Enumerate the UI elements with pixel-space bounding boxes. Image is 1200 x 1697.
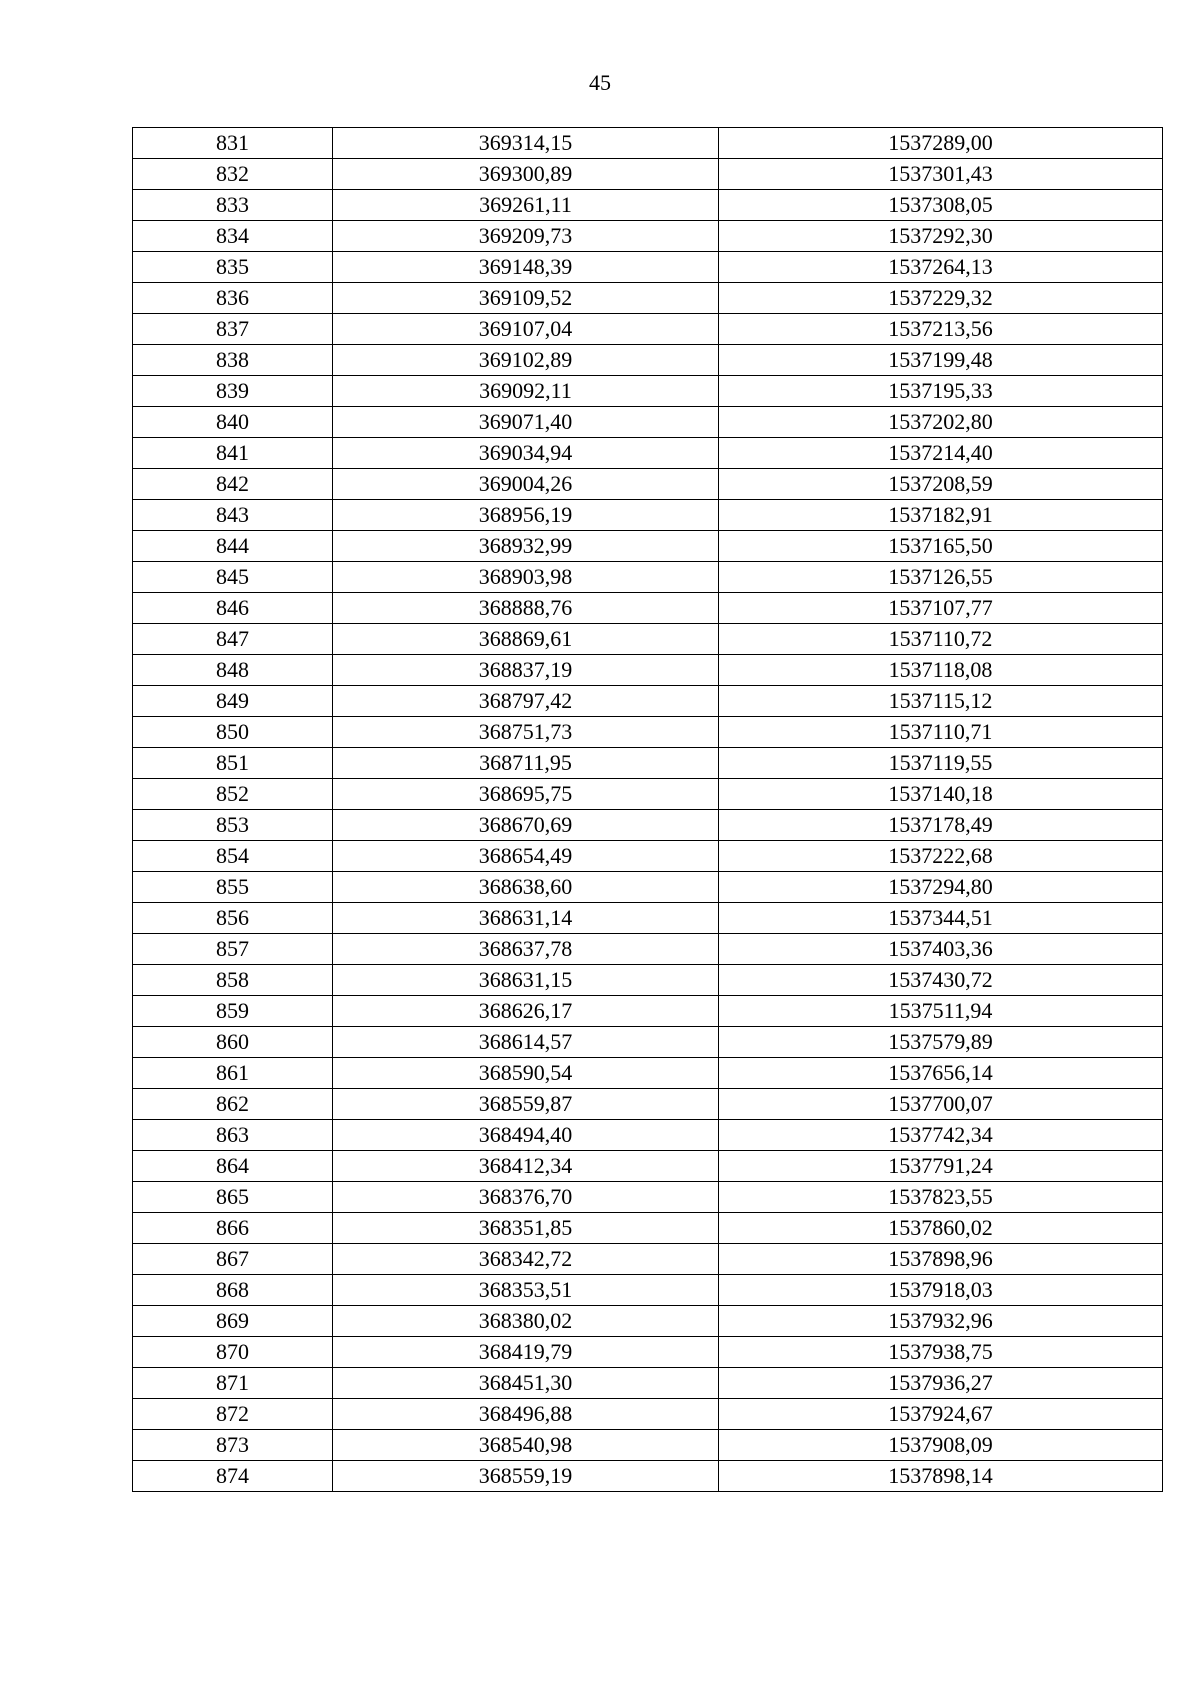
y-coordinate-cell: 1537182,91 xyxy=(719,500,1163,531)
point-number-cell: 868 xyxy=(133,1275,333,1306)
x-coordinate-cell: 368903,98 xyxy=(333,562,719,593)
table-row xyxy=(133,1058,1163,1089)
x-coordinate-cell: 368496,88 xyxy=(333,1399,719,1430)
y-coordinate-cell: 1537511,94 xyxy=(719,996,1163,1027)
x-coordinate-cell: 369209,73 xyxy=(333,221,719,252)
table-row xyxy=(133,1337,1163,1368)
x-coordinate-cell: 368494,40 xyxy=(333,1120,719,1151)
x-coordinate-cell: 368342,72 xyxy=(333,1244,719,1275)
point-number-cell: 843 xyxy=(133,500,333,531)
point-number-cell: 869 xyxy=(133,1306,333,1337)
point-number-cell: 854 xyxy=(133,841,333,872)
point-number-cell: 857 xyxy=(133,934,333,965)
table-row xyxy=(133,128,1163,159)
x-coordinate-cell: 368626,17 xyxy=(333,996,719,1027)
table-row xyxy=(133,655,1163,686)
x-coordinate-cell: 368351,85 xyxy=(333,1213,719,1244)
table-row xyxy=(133,345,1163,376)
x-coordinate-cell: 368419,79 xyxy=(333,1337,719,1368)
point-number-cell: 837 xyxy=(133,314,333,345)
point-number-cell: 862 xyxy=(133,1089,333,1120)
x-coordinate-cell: 369109,52 xyxy=(333,283,719,314)
x-coordinate-cell: 368888,76 xyxy=(333,593,719,624)
x-coordinate-cell: 369107,04 xyxy=(333,314,719,345)
coordinates-table xyxy=(132,127,1163,1492)
table-row xyxy=(133,593,1163,624)
point-number-cell: 831 xyxy=(133,128,333,159)
x-coordinate-cell: 368654,49 xyxy=(333,841,719,872)
table-row xyxy=(133,469,1163,500)
x-coordinate-cell: 368559,19 xyxy=(333,1461,719,1492)
y-coordinate-cell: 1537229,32 xyxy=(719,283,1163,314)
x-coordinate-cell: 368376,70 xyxy=(333,1182,719,1213)
y-coordinate-cell: 1537700,07 xyxy=(719,1089,1163,1120)
y-coordinate-cell: 1537292,30 xyxy=(719,221,1163,252)
x-coordinate-cell: 369300,89 xyxy=(333,159,719,190)
table-row xyxy=(133,841,1163,872)
y-coordinate-cell: 1537178,49 xyxy=(719,810,1163,841)
point-number-cell: 871 xyxy=(133,1368,333,1399)
point-number-cell: 865 xyxy=(133,1182,333,1213)
y-coordinate-cell: 1537938,75 xyxy=(719,1337,1163,1368)
y-coordinate-cell: 1537140,18 xyxy=(719,779,1163,810)
x-coordinate-cell: 368711,95 xyxy=(333,748,719,779)
point-number-cell: 840 xyxy=(133,407,333,438)
point-number-cell: 850 xyxy=(133,717,333,748)
point-number-cell: 861 xyxy=(133,1058,333,1089)
table-row xyxy=(133,872,1163,903)
table-row xyxy=(133,221,1163,252)
y-coordinate-cell: 1537301,43 xyxy=(719,159,1163,190)
y-coordinate-cell: 1537195,33 xyxy=(719,376,1163,407)
x-coordinate-cell: 369034,94 xyxy=(333,438,719,469)
x-coordinate-cell: 369004,26 xyxy=(333,469,719,500)
x-coordinate-cell: 369261,11 xyxy=(333,190,719,221)
table-row xyxy=(133,314,1163,345)
x-coordinate-cell: 368869,61 xyxy=(333,624,719,655)
y-coordinate-cell: 1537118,08 xyxy=(719,655,1163,686)
table-row xyxy=(133,1120,1163,1151)
point-number-cell: 845 xyxy=(133,562,333,593)
point-number-cell: 846 xyxy=(133,593,333,624)
y-coordinate-cell: 1537199,48 xyxy=(719,345,1163,376)
y-coordinate-cell: 1537213,56 xyxy=(719,314,1163,345)
table-row xyxy=(133,407,1163,438)
table-row xyxy=(133,686,1163,717)
x-coordinate-cell: 368631,14 xyxy=(333,903,719,934)
y-coordinate-cell: 1537898,96 xyxy=(719,1244,1163,1275)
y-coordinate-cell: 1537656,14 xyxy=(719,1058,1163,1089)
table-row xyxy=(133,779,1163,810)
point-number-cell: 851 xyxy=(133,748,333,779)
table-row xyxy=(133,748,1163,779)
table-row xyxy=(133,500,1163,531)
y-coordinate-cell: 1537202,80 xyxy=(719,407,1163,438)
y-coordinate-cell: 1537924,67 xyxy=(719,1399,1163,1430)
x-coordinate-cell: 368353,51 xyxy=(333,1275,719,1306)
x-coordinate-cell: 368932,99 xyxy=(333,531,719,562)
table-row xyxy=(133,934,1163,965)
coordinates-table-body xyxy=(133,128,1163,1492)
y-coordinate-cell: 1537107,77 xyxy=(719,593,1163,624)
y-coordinate-cell: 1537119,55 xyxy=(719,748,1163,779)
table-row xyxy=(133,1151,1163,1182)
y-coordinate-cell: 1537860,02 xyxy=(719,1213,1163,1244)
point-number-cell: 855 xyxy=(133,872,333,903)
y-coordinate-cell: 1537126,55 xyxy=(719,562,1163,593)
point-number-cell: 839 xyxy=(133,376,333,407)
x-coordinate-cell: 368638,60 xyxy=(333,872,719,903)
y-coordinate-cell: 1537932,96 xyxy=(719,1306,1163,1337)
y-coordinate-cell: 1537579,89 xyxy=(719,1027,1163,1058)
y-coordinate-cell: 1537344,51 xyxy=(719,903,1163,934)
y-coordinate-cell: 1537308,05 xyxy=(719,190,1163,221)
x-coordinate-cell: 369092,11 xyxy=(333,376,719,407)
table-row xyxy=(133,1027,1163,1058)
x-coordinate-cell: 368956,19 xyxy=(333,500,719,531)
point-number-cell: 859 xyxy=(133,996,333,1027)
table-row xyxy=(133,1368,1163,1399)
y-coordinate-cell: 1537791,24 xyxy=(719,1151,1163,1182)
table-row xyxy=(133,283,1163,314)
x-coordinate-cell: 369148,39 xyxy=(333,252,719,283)
x-coordinate-cell: 369102,89 xyxy=(333,345,719,376)
y-coordinate-cell: 1537208,59 xyxy=(719,469,1163,500)
point-number-cell: 867 xyxy=(133,1244,333,1275)
y-coordinate-cell: 1537110,72 xyxy=(719,624,1163,655)
point-number-cell: 842 xyxy=(133,469,333,500)
point-number-cell: 838 xyxy=(133,345,333,376)
point-number-cell: 847 xyxy=(133,624,333,655)
table-row xyxy=(133,1089,1163,1120)
y-coordinate-cell: 1537823,55 xyxy=(719,1182,1163,1213)
table-row xyxy=(133,996,1163,1027)
table-row xyxy=(133,1213,1163,1244)
point-number-cell: 863 xyxy=(133,1120,333,1151)
table-row xyxy=(133,1275,1163,1306)
table-row xyxy=(133,717,1163,748)
point-number-cell: 864 xyxy=(133,1151,333,1182)
point-number-cell: 852 xyxy=(133,779,333,810)
y-coordinate-cell: 1537403,36 xyxy=(719,934,1163,965)
table-row xyxy=(133,903,1163,934)
table-row xyxy=(133,1430,1163,1461)
x-coordinate-cell: 368451,30 xyxy=(333,1368,719,1399)
x-coordinate-cell: 368412,34 xyxy=(333,1151,719,1182)
point-number-cell: 844 xyxy=(133,531,333,562)
y-coordinate-cell: 1537214,40 xyxy=(719,438,1163,469)
point-number-cell: 841 xyxy=(133,438,333,469)
point-number-cell: 858 xyxy=(133,965,333,996)
y-coordinate-cell: 1537294,80 xyxy=(719,872,1163,903)
table-row xyxy=(133,1182,1163,1213)
table-row xyxy=(133,1461,1163,1492)
point-number-cell: 856 xyxy=(133,903,333,934)
x-coordinate-cell: 368637,78 xyxy=(333,934,719,965)
point-number-cell: 860 xyxy=(133,1027,333,1058)
x-coordinate-cell: 368559,87 xyxy=(333,1089,719,1120)
table-row xyxy=(133,810,1163,841)
y-coordinate-cell: 1537908,09 xyxy=(719,1430,1163,1461)
x-coordinate-cell: 368670,69 xyxy=(333,810,719,841)
y-coordinate-cell: 1537430,72 xyxy=(719,965,1163,996)
x-coordinate-cell: 368695,75 xyxy=(333,779,719,810)
y-coordinate-cell: 1537264,13 xyxy=(719,252,1163,283)
x-coordinate-cell: 368837,19 xyxy=(333,655,719,686)
table-row xyxy=(133,624,1163,655)
table-row xyxy=(133,1244,1163,1275)
point-number-cell: 832 xyxy=(133,159,333,190)
table-row xyxy=(133,159,1163,190)
table-row xyxy=(133,376,1163,407)
y-coordinate-cell: 1537742,34 xyxy=(719,1120,1163,1151)
point-number-cell: 872 xyxy=(133,1399,333,1430)
x-coordinate-cell: 369314,15 xyxy=(333,128,719,159)
y-coordinate-cell: 1537289,00 xyxy=(719,128,1163,159)
y-coordinate-cell: 1537110,71 xyxy=(719,717,1163,748)
x-coordinate-cell: 369071,40 xyxy=(333,407,719,438)
point-number-cell: 848 xyxy=(133,655,333,686)
point-number-cell: 833 xyxy=(133,190,333,221)
table-row xyxy=(133,965,1163,996)
y-coordinate-cell: 1537918,03 xyxy=(719,1275,1163,1306)
point-number-cell: 849 xyxy=(133,686,333,717)
point-number-cell: 836 xyxy=(133,283,333,314)
table-row xyxy=(133,252,1163,283)
table-row xyxy=(133,531,1163,562)
y-coordinate-cell: 1537898,14 xyxy=(719,1461,1163,1492)
point-number-cell: 853 xyxy=(133,810,333,841)
y-coordinate-cell: 1537222,68 xyxy=(719,841,1163,872)
x-coordinate-cell: 368590,54 xyxy=(333,1058,719,1089)
point-number-cell: 834 xyxy=(133,221,333,252)
x-coordinate-cell: 368614,57 xyxy=(333,1027,719,1058)
x-coordinate-cell: 368380,02 xyxy=(333,1306,719,1337)
table-row xyxy=(133,1399,1163,1430)
table-row xyxy=(133,190,1163,221)
table-row xyxy=(133,1306,1163,1337)
table-row xyxy=(133,438,1163,469)
page-number: 45 xyxy=(589,70,611,95)
y-coordinate-cell: 1537115,12 xyxy=(719,686,1163,717)
point-number-cell: 870 xyxy=(133,1337,333,1368)
x-coordinate-cell: 368631,15 xyxy=(333,965,719,996)
x-coordinate-cell: 368797,42 xyxy=(333,686,719,717)
table-row xyxy=(133,562,1163,593)
point-number-cell: 866 xyxy=(133,1213,333,1244)
x-coordinate-cell: 368751,73 xyxy=(333,717,719,748)
point-number-cell: 873 xyxy=(133,1430,333,1461)
y-coordinate-cell: 1537165,50 xyxy=(719,531,1163,562)
point-number-cell: 874 xyxy=(133,1461,333,1492)
x-coordinate-cell: 368540,98 xyxy=(333,1430,719,1461)
point-number-cell: 835 xyxy=(133,252,333,283)
y-coordinate-cell: 1537936,27 xyxy=(719,1368,1163,1399)
